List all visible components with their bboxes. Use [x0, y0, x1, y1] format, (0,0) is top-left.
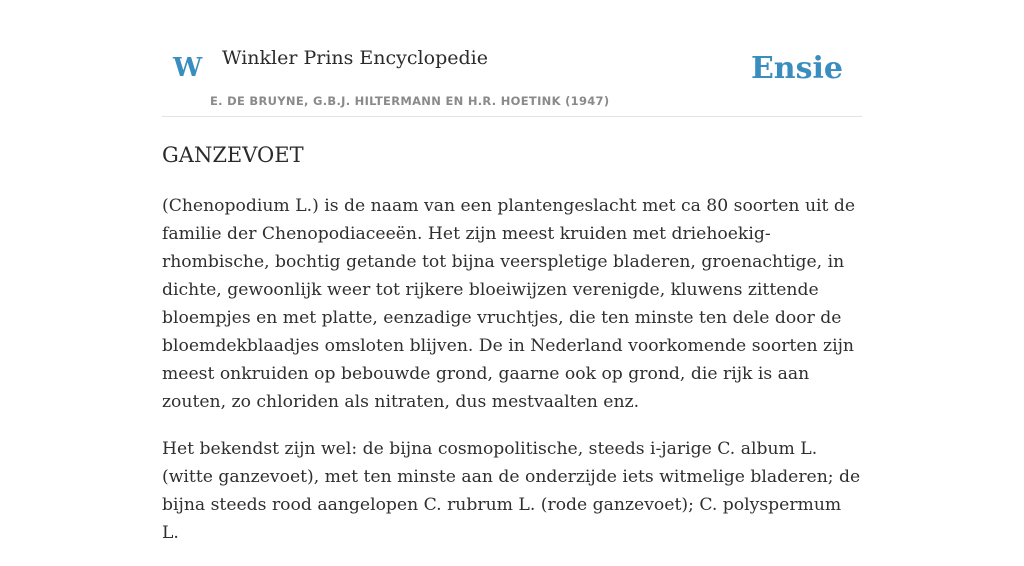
- entry-paragraph: Het bekendst zijn wel: de bijna cosmopolitische, steeds i-jarige C. album L. (witte ganzevoet), met ten minste aan de onderzijde iets witmelige bladeren; de bijna steeds rood aangelopen C. rubrum L. (rode ganzevoet); C. polyspermum L.: [162, 439, 861, 543]
- source-header: [162, 0, 862, 117]
- winkler-prins-logo-icon[interactable]: W: [173, 53, 203, 83]
- ensie-brand-link[interactable]: Ensie: [750, 51, 843, 86]
- entry-title: GANZEVOET: [162, 143, 304, 167]
- page: [162, 0, 862, 543]
- entry-paragraph: (Chenopodium L.) is de naam van een plantengeslacht met ca 80 soorten uit de familie der Chenopodiaceeën. Het zijn meest kruiden met driehoekig-rhombische, bochtig getande tot bijna veerspletige bladeren, groenachtige, in dichte, gewoonlijk weer tot rijkere bloeiwijzen verenigde, kluwens zittende bloempjes en met platte, eenzadige vruchtjes, die ten minste ten dele door de bloemdekblaadjes omsloten blijven. De in Nederland voorkomende soorten zijn meest onkruiden op bebouwde grond, gaarne ook op grond, die rijk is aan zouten, zo chloriden als nitraten, dus mestvaalten enz.: [162, 196, 856, 412]
- source-title[interactable]: Winkler Prins Encyclopedie: [222, 47, 488, 69]
- source-authors: E. DE BRUYNE, G.B.J. HILTERMANN EN H.R. HOETINK (1947): [210, 94, 610, 108]
- entry-body: [162, 192, 862, 566]
